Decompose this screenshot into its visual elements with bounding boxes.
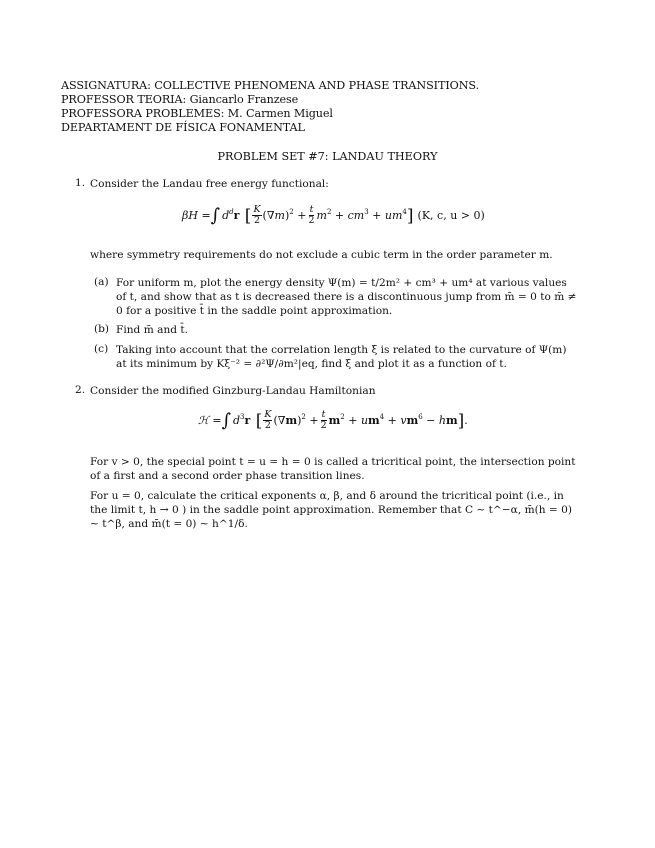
problem-set-title: PROBLEM SET #7: LANDAU THEORY — [217, 150, 438, 163]
part-c-text: Taking into account that the correlation length ξ is related to the curvature of Ψ(m) at its minimum by Kξ⁻² = ∂²Ψ/∂m²|eq, find ξ and plot it as a function of t. — [116, 344, 567, 371]
problem-2-paragraph-1: For v > 0, the special point t = u = h = 0 is called a tricritical point, the intersection point of a first and a second order phase transition lines. — [90, 456, 576, 483]
part-a-text: For uniform m, plot the energy density Ψ(m) = t/2m² + cm³ + um⁴ at various values of t, and show that as t is decreased there is a discontinuous jump from m̄ = 0 to m̄ ≠ 0 for a positive t̄ in the saddle point approximation. — [116, 277, 577, 318]
equation-condition: (K, c, u > 0) — [417, 209, 485, 222]
problem-2-intro: Consider the modified Ginzburg-Landau Hamiltonian — [90, 385, 376, 397]
part-a-label: (a) — [94, 276, 109, 288]
part-c-label: (c) — [94, 343, 109, 355]
landau-functional-equation: βH = ∫ $d^dr$ [ $\frac{K}{2}$ $(\nabla m)^2$ + $\frac{t}{2}$ $m^2 + cm^3 + um^4$ ] (K, c, u > 0) — [182, 204, 485, 226]
part-b-label: (b) — [94, 323, 110, 335]
problem-1-after-equation: where symmetry requirements do not exclude a cubic term in the order parameter m. — [90, 249, 553, 261]
problem-2-paragraph-2: For u = 0, calculate the critical exponents α, β, and δ around the tricritical point (i.e., in the limit t, h → 0 ) in the saddle point approximation. Remember that C ∼ t^−α, m̄(h = 0) ∼ t^β, and m̄(t = 0) ∼ h^1/δ. — [90, 490, 573, 531]
part-b-text: Find m̄ and t̄. — [116, 324, 189, 336]
problem-2-number: 2. — [75, 384, 86, 396]
problems-professor-line: PROFESSORA PROBLEMES: M. Carmen Miguel — [61, 107, 333, 120]
problem-1-intro: Consider the Landau free energy functional: — [90, 178, 329, 190]
course-line: ASSIGNATURA: COLLECTIVE PHENOMENA AND PHASE TRANSITIONS. — [61, 79, 480, 92]
problem-1-number: 1. — [75, 177, 86, 189]
theory-professor-line: PROFESSOR TEORIA: Giancarlo Franzese — [61, 93, 299, 106]
ginzburg-landau-equation: ℋ = ∫ $d^3r$ [ $\frac{K}{2}$ $(\nabla m)^2$ + $\frac{t}{2}$ $m^2 + um^4 + vm^6$ − hm ] . — [198, 409, 468, 431]
department-line: DEPARTAMENT DE FÍSICA FONAMENTAL — [61, 121, 305, 134]
